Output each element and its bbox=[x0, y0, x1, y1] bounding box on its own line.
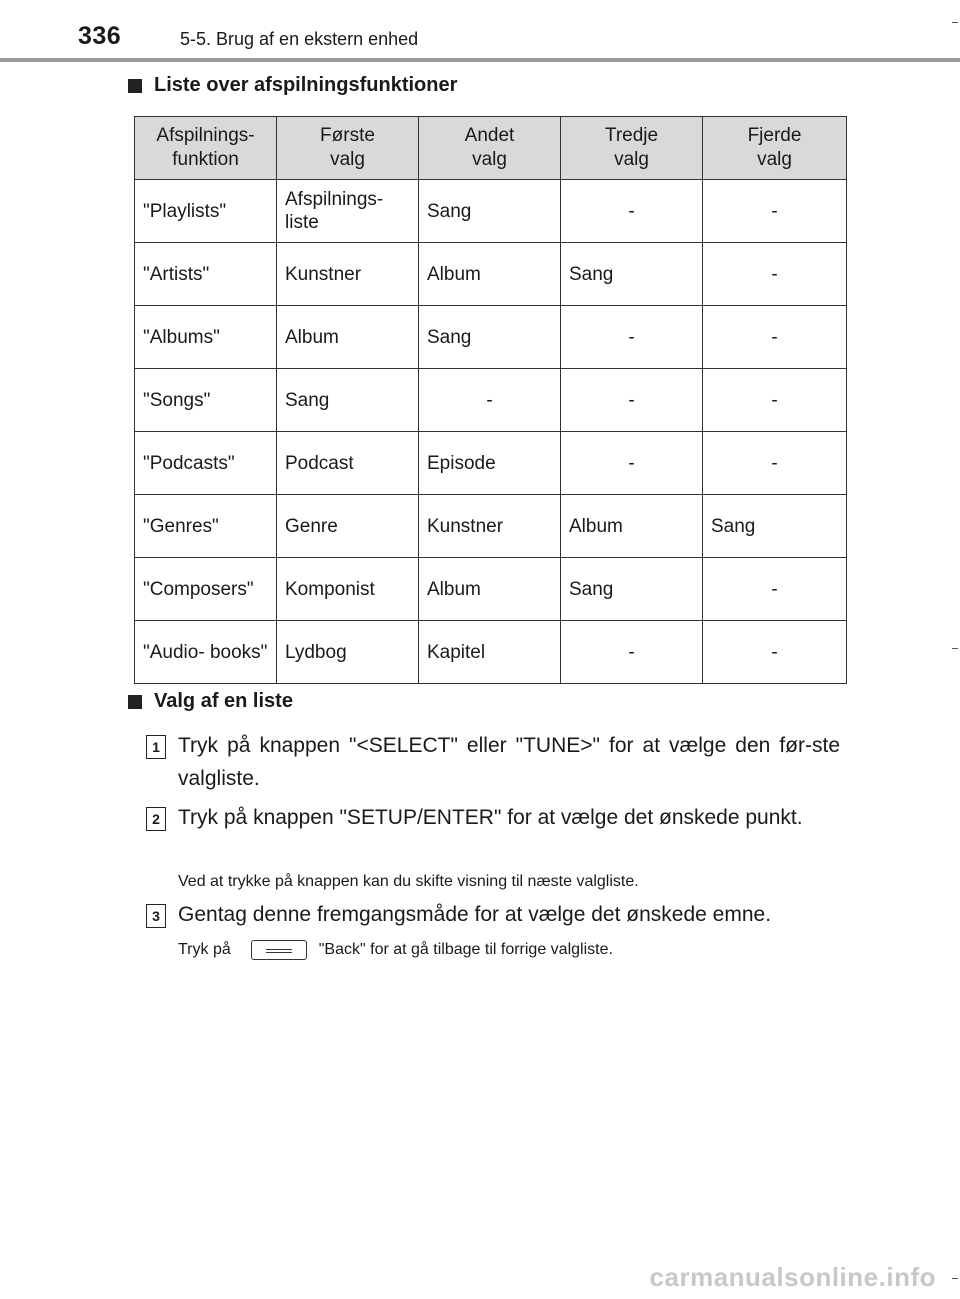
table-header-cell: Fjerde valg bbox=[703, 117, 847, 180]
square-bullet-icon bbox=[128, 695, 142, 709]
header-divider bbox=[0, 58, 960, 62]
crop-mark bbox=[952, 648, 958, 649]
table-cell: - bbox=[703, 306, 847, 369]
table-cell: "Podcasts" bbox=[135, 432, 277, 495]
step-text: Gentag denne fremgangsmåde for at vælge det ønskede emne. bbox=[178, 903, 772, 926]
table-header-cell: Første valg bbox=[277, 117, 419, 180]
table-cell: Komponist bbox=[277, 558, 419, 621]
table-cell: Album bbox=[561, 495, 703, 558]
crop-mark bbox=[952, 1278, 958, 1279]
crop-mark bbox=[952, 22, 958, 23]
table-row bbox=[135, 558, 847, 621]
table-cell: "Artists" bbox=[135, 243, 277, 306]
table-cell: - bbox=[561, 369, 703, 432]
table-cell: Sang bbox=[561, 243, 703, 306]
note-text: Ved at trykke på knappen kan du skifte visning til næste valgliste. bbox=[178, 873, 639, 890]
heading-text: Valg af en liste bbox=[154, 690, 293, 712]
table-cell: Album bbox=[419, 243, 561, 306]
table-cell: - bbox=[703, 243, 847, 306]
table-cell: - bbox=[703, 432, 847, 495]
page-number: 336 bbox=[78, 22, 122, 50]
step-2-note bbox=[178, 873, 639, 891]
table-cell: Genre bbox=[277, 495, 419, 558]
table-cell: - bbox=[561, 621, 703, 684]
section-heading-select-list bbox=[128, 690, 293, 713]
table-cell: Podcast bbox=[277, 432, 419, 495]
table-row bbox=[135, 432, 847, 495]
table-cell: Sang bbox=[561, 558, 703, 621]
table-row bbox=[135, 306, 847, 369]
table-cell: - bbox=[703, 621, 847, 684]
table-cell: Kapitel bbox=[419, 621, 561, 684]
table-cell: - bbox=[561, 432, 703, 495]
table-cell: "Songs" bbox=[135, 369, 277, 432]
step-text: Tryk på knappen "SETUP/ENTER" for at vælge det ønskede punkt. bbox=[178, 806, 803, 829]
table-cell: Lydbog bbox=[277, 621, 419, 684]
table-cell: Sang bbox=[703, 495, 847, 558]
step-3 bbox=[146, 898, 840, 931]
table-cell: Episode bbox=[419, 432, 561, 495]
table-cell: - bbox=[561, 306, 703, 369]
table-cell: Sang bbox=[419, 180, 561, 243]
table-cell: - bbox=[419, 369, 561, 432]
table-cell: - bbox=[703, 558, 847, 621]
table-row bbox=[135, 369, 847, 432]
step-number-badge: 1 bbox=[146, 735, 166, 759]
table-row bbox=[135, 621, 847, 684]
table-cell: Sang bbox=[277, 369, 419, 432]
heading-text: Liste over afspilningsfunktioner bbox=[154, 74, 458, 96]
table-cell: - bbox=[703, 180, 847, 243]
table-cell: "Playlists" bbox=[135, 180, 277, 243]
step-3-note bbox=[178, 940, 613, 960]
table-cell: Sang bbox=[419, 306, 561, 369]
table-cell: "Audio- books" bbox=[135, 621, 277, 684]
table-cell: Kunstner bbox=[419, 495, 561, 558]
note-suffix: "Back" for at gå tilbage til forrige valgliste. bbox=[318, 941, 613, 958]
square-bullet-icon bbox=[128, 79, 142, 93]
table-header-cell: Andet valg bbox=[419, 117, 561, 180]
table-row bbox=[135, 243, 847, 306]
back-button-icon bbox=[251, 940, 307, 960]
table-cell: - bbox=[703, 369, 847, 432]
table-cell: Afspilnings- liste bbox=[277, 180, 419, 243]
table-row bbox=[135, 180, 847, 243]
table-cell: "Albums" bbox=[135, 306, 277, 369]
section-title: 5-5. Brug af en ekstern enhed bbox=[180, 29, 419, 49]
step-number-badge: 3 bbox=[146, 904, 166, 928]
step-number-badge: 2 bbox=[146, 807, 166, 831]
table-cell: "Composers" bbox=[135, 558, 277, 621]
section-heading-playback bbox=[128, 74, 457, 97]
table-cell: Kunstner bbox=[277, 243, 419, 306]
step-1 bbox=[146, 729, 840, 795]
table-cell: Album bbox=[277, 306, 419, 369]
table-cell: - bbox=[561, 180, 703, 243]
table-row bbox=[135, 495, 847, 558]
step-2 bbox=[146, 801, 840, 834]
watermark: carmanualsonline.info bbox=[649, 1262, 936, 1292]
table-cell: "Genres" bbox=[135, 495, 277, 558]
table-cell: Album bbox=[419, 558, 561, 621]
table-header-row bbox=[135, 117, 847, 180]
note-prefix: Tryk på bbox=[178, 941, 231, 958]
playback-function-table bbox=[134, 116, 847, 684]
table-header-cell: Afspilnings- funktion bbox=[135, 117, 277, 180]
table-header-cell: Tredje valg bbox=[561, 117, 703, 180]
step-text: Tryk på knappen "<SELECT" eller "TUNE>" for at vælge den før-ste valgliste. bbox=[178, 734, 840, 790]
